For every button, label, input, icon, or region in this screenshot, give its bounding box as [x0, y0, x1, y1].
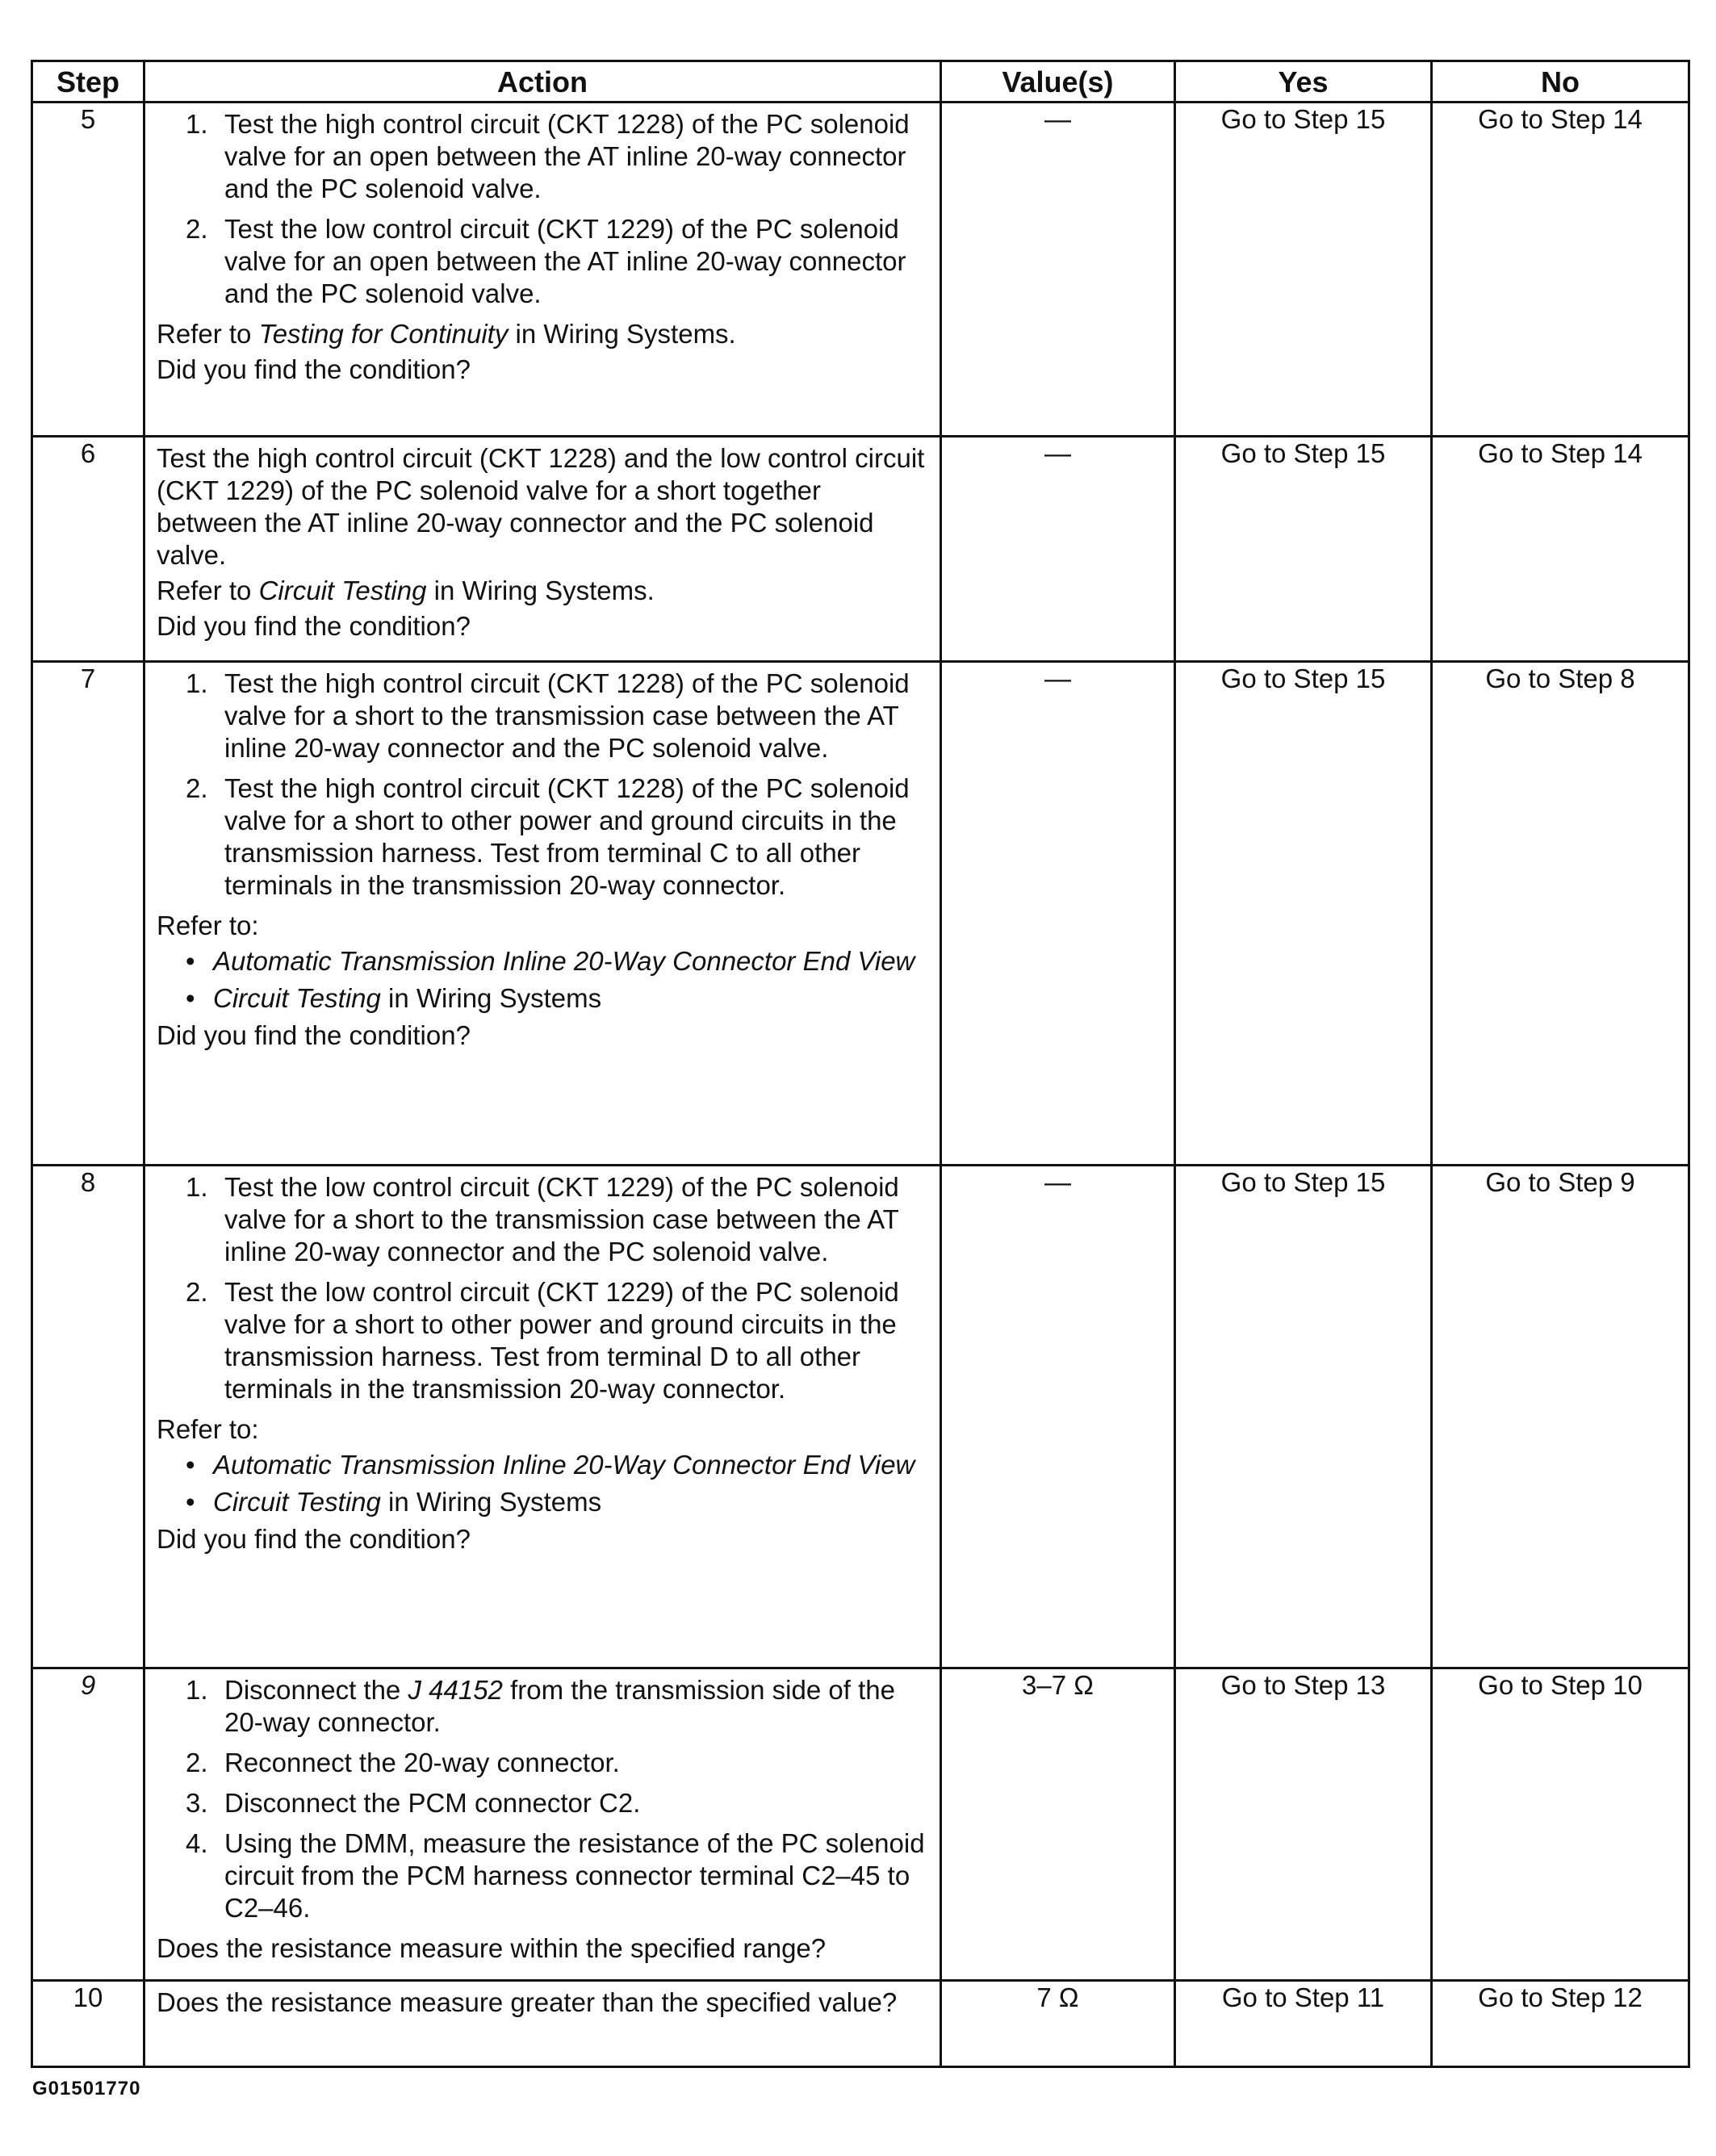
- item-number: 2.: [186, 1748, 208, 1777]
- refer-line: Refer to:: [157, 1414, 259, 1444]
- header-yes: Yes: [1175, 61, 1432, 103]
- list-item: [186, 1171, 928, 1268]
- no-cell: Go to Step 14: [1432, 103, 1689, 437]
- yes-cell: Go to Step 11: [1175, 1981, 1432, 2067]
- action-cell: [144, 662, 941, 1166]
- reference-link: Testing for Continuity: [258, 319, 509, 349]
- list-item: [186, 1787, 928, 1819]
- tool-name: J 44152: [408, 1675, 503, 1705]
- action-cell: [144, 103, 941, 437]
- action-list: [157, 668, 928, 902]
- table-row-step-5: [32, 103, 1689, 437]
- yes-cell: Go to Step 15: [1175, 437, 1432, 662]
- question: Did you find the condition?: [157, 1524, 471, 1554]
- step-number: 5: [32, 103, 144, 437]
- no-cell: Go to Step 8: [1432, 662, 1689, 1166]
- reference-link: Circuit Testing: [258, 576, 427, 605]
- no-cell: Go to Step 10: [1432, 1668, 1689, 1981]
- item-text: Test the high control circuit (CKT 1228) of the PC solenoid valve for a short to other power and ground circuits in the transmission harness. Test from terminal C to all other terminals in the transmission 20-way connector.: [224, 773, 910, 900]
- item-text: Test the low control circuit (CKT 1229) of the PC solenoid valve for a short to other power and ground circuits in the transmission harness. Test from terminal D to all other terminals in the transmission 20-way connector.: [224, 1277, 899, 1404]
- question: Did you find the condition?: [157, 354, 471, 384]
- header-action: Action: [144, 61, 941, 103]
- list-item: • Circuit Testing in Wiring Systems: [186, 1487, 602, 1517]
- action-list: [157, 1674, 928, 1924]
- diagnostic-table: [31, 60, 1690, 2068]
- header-no: No: [1432, 61, 1689, 103]
- figure-code: G01501770: [32, 2078, 141, 2099]
- list-item: [186, 213, 928, 310]
- no-cell: Go to Step 14: [1432, 437, 1689, 662]
- item-number: 1.: [186, 109, 208, 139]
- yes-cell: Go to Step 15: [1175, 662, 1432, 1166]
- reference-link: Circuit Testing: [213, 1487, 381, 1517]
- question: Did you find the condition?: [157, 1020, 471, 1050]
- item-text: Test the high control circuit (CKT 1228) of the PC solenoid valve for an open between the AT inline 20-way connector and the PC solenoid valve.: [224, 109, 910, 203]
- list-item: [186, 772, 928, 902]
- question: Does the resistance measure greater than the specified value?: [157, 1987, 898, 2017]
- action-list: [157, 1171, 928, 1405]
- reference-link: Automatic Transmission Inline 20-Way Connector End View: [213, 1450, 915, 1480]
- header-step: Step: [32, 61, 144, 103]
- list-item: • Circuit Testing in Wiring Systems: [186, 983, 602, 1013]
- reference-list: [157, 945, 928, 1015]
- question: Did you find the condition?: [157, 611, 471, 641]
- item-text: Test the low control circuit (CKT 1229) of the PC solenoid valve for an open between the AT inline 20-way connector and the PC solenoid valve.: [224, 214, 906, 308]
- value-cell: —: [941, 662, 1175, 1166]
- action-text: Test the high control circuit (CKT 1228) and the low control circuit (CKT 1229) of the PC solenoid valve for a short together between the AT inline 20-way connector and the PC solenoid valve.: [157, 443, 925, 570]
- list-item: [186, 1747, 928, 1779]
- list-item: [186, 108, 928, 205]
- yes-cell: Go to Step 15: [1175, 103, 1432, 437]
- step-number: 8: [32, 1166, 144, 1668]
- step-number: 9: [32, 1668, 144, 1981]
- table-row-step-10: [32, 1981, 1689, 2067]
- reference-link: Circuit Testing: [213, 983, 381, 1013]
- item-number: 3.: [186, 1788, 208, 1818]
- table-row-step-6: [32, 437, 1689, 662]
- refer-line: Refer to Testing for Continuity in Wiring Systems.: [157, 319, 736, 349]
- action-cell: [144, 437, 941, 662]
- item-number: 1.: [186, 1675, 208, 1705]
- table-row-step-8: [32, 1166, 1689, 1668]
- no-cell: Go to Step 9: [1432, 1166, 1689, 1668]
- item-number: 2.: [186, 773, 208, 803]
- item-number: 2.: [186, 1277, 208, 1307]
- yes-cell: Go to Step 15: [1175, 1166, 1432, 1668]
- item-text: Using the DMM, measure the resistance of the PC solenoid circuit from the PCM harness connector terminal C2–45 to C2–46.: [224, 1828, 925, 1923]
- value-cell: —: [941, 437, 1175, 662]
- no-cell: Go to Step 12: [1432, 1981, 1689, 2067]
- item-text: Disconnect the PCM connector C2.: [224, 1788, 641, 1818]
- item-text: Test the low control circuit (CKT 1229) of the PC solenoid valve for a short to the transmission case between the AT inline 20-way connector and the PC solenoid valve.: [224, 1172, 899, 1266]
- item-number: 1.: [186, 1172, 208, 1202]
- action-cell: [144, 1981, 941, 2067]
- question: Does the resistance measure within the specified range?: [157, 1933, 827, 1963]
- reference-link: Automatic Transmission Inline 20-Way Connector End View: [213, 946, 915, 976]
- item-number: 4.: [186, 1828, 208, 1858]
- value-cell: —: [941, 103, 1175, 437]
- list-item: [186, 1449, 928, 1481]
- table-row-step-7: [32, 662, 1689, 1166]
- action-cell: [144, 1668, 941, 1981]
- list-item: [186, 668, 928, 764]
- action-cell: [144, 1166, 941, 1668]
- refer-line: Refer to Circuit Testing in Wiring Systems.: [157, 576, 655, 605]
- item-text: Reconnect the 20-way connector.: [224, 1748, 620, 1777]
- step-number: 10: [32, 1981, 144, 2067]
- list-item: [186, 1276, 928, 1405]
- header-values: Value(s): [941, 61, 1175, 103]
- list-item: [186, 1827, 928, 1924]
- bullet: •: [186, 946, 195, 976]
- bullet: •: [186, 1450, 195, 1480]
- step-number: 6: [32, 437, 144, 662]
- yes-cell: Go to Step 13: [1175, 1668, 1432, 1981]
- item-text: Test the high control circuit (CKT 1228) of the PC solenoid valve for a short to the transmission case between the AT inline 20-way connector and the PC solenoid valve.: [224, 668, 910, 763]
- item-number: 1.: [186, 668, 208, 698]
- table-row-step-9: [32, 1668, 1689, 1981]
- reference-list: [157, 1449, 928, 1518]
- action-list: [157, 108, 928, 310]
- bullet: •: [186, 1487, 195, 1517]
- refer-line: Refer to:: [157, 911, 259, 940]
- list-item: [186, 945, 928, 978]
- step-number: 7: [32, 662, 144, 1166]
- item-number: 2.: [186, 214, 208, 244]
- value-cell: —: [941, 1166, 1175, 1668]
- bullet: •: [186, 983, 195, 1013]
- table-header-row: [32, 61, 1689, 103]
- value-cell: 7 Ω: [941, 1981, 1175, 2067]
- list-item: 1. Disconnect the J 44152 from the transmission side of the 20-way connector.: [186, 1675, 895, 1737]
- value-cell: 3–7 Ω: [941, 1668, 1175, 1981]
